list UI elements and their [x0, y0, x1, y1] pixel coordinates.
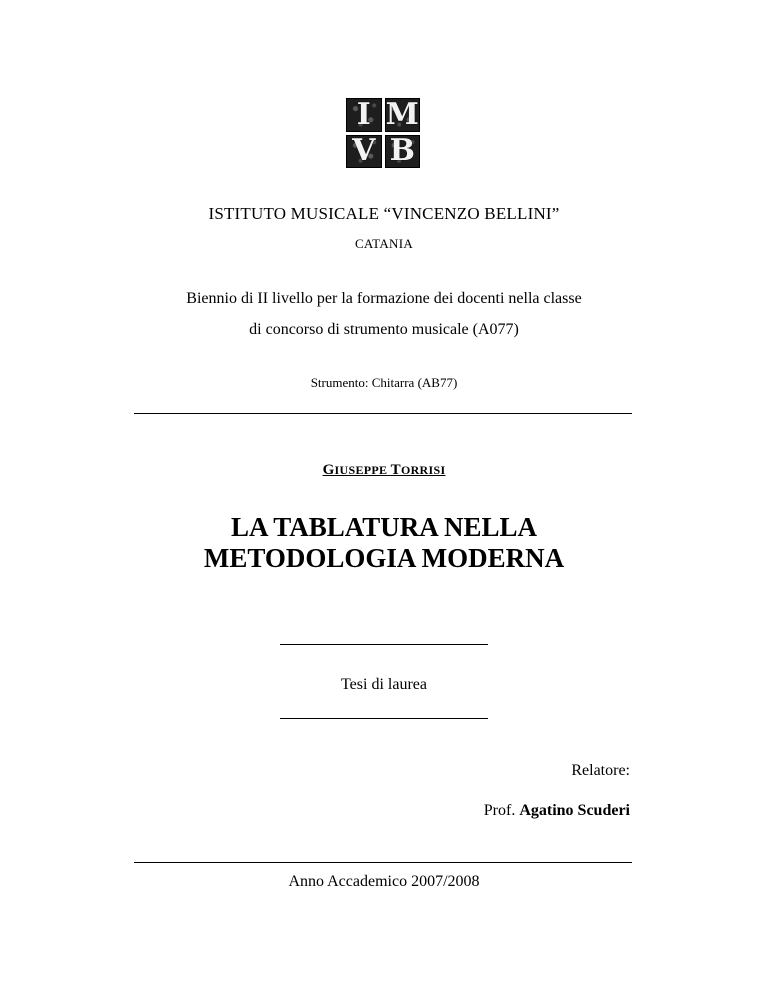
divider-top	[134, 413, 632, 414]
thesis-title-line-2: METODOLOGIA MODERNA	[203, 543, 565, 573]
author-first-initial: G	[322, 462, 335, 478]
author-last-rest: ORRISI	[400, 463, 446, 477]
institution-name: ISTITUTO MUSICALE “VINCENZO BELLINI”	[208, 204, 560, 223]
supervisor-label: Relatore:	[571, 762, 630, 779]
author-name	[0, 462, 768, 479]
course-line-2: di concorso di strumento musicale (A077)	[249, 321, 519, 338]
academic-year: Anno Accademico 2007/2008	[288, 873, 480, 890]
logo-letter: V	[352, 134, 376, 168]
institution-city: CATANIA	[354, 236, 414, 251]
logo-letter: I	[356, 98, 371, 132]
logo-tile	[385, 135, 421, 169]
thesis-label: Tesi di laurea	[341, 676, 427, 693]
supervisor-prefix: Prof.	[483, 802, 516, 819]
author-last-initial: T	[390, 462, 401, 478]
divider-short-upper	[280, 644, 488, 645]
divider-bottom	[134, 862, 632, 863]
logo-tile	[346, 98, 382, 132]
supervisor-full-name: Agatino Scuderi	[519, 802, 630, 819]
thesis-title-line-1: LA TABLATURA NELLA	[230, 512, 538, 542]
course-line-1: Biennio di II livello per la formazione dei docenti nella classe	[186, 290, 582, 307]
logo-tile	[385, 98, 421, 132]
supervisor-name	[484, 802, 630, 820]
instrument-line: Strumento: Chitarra (AB77)	[310, 375, 458, 390]
logo-tile	[346, 135, 382, 169]
divider-short-lower	[280, 718, 488, 719]
logo-letter: B	[389, 134, 415, 168]
logo-letter: M	[385, 98, 419, 132]
institute-logo	[346, 98, 420, 168]
author-first-rest: IUSEPPE	[334, 463, 388, 477]
